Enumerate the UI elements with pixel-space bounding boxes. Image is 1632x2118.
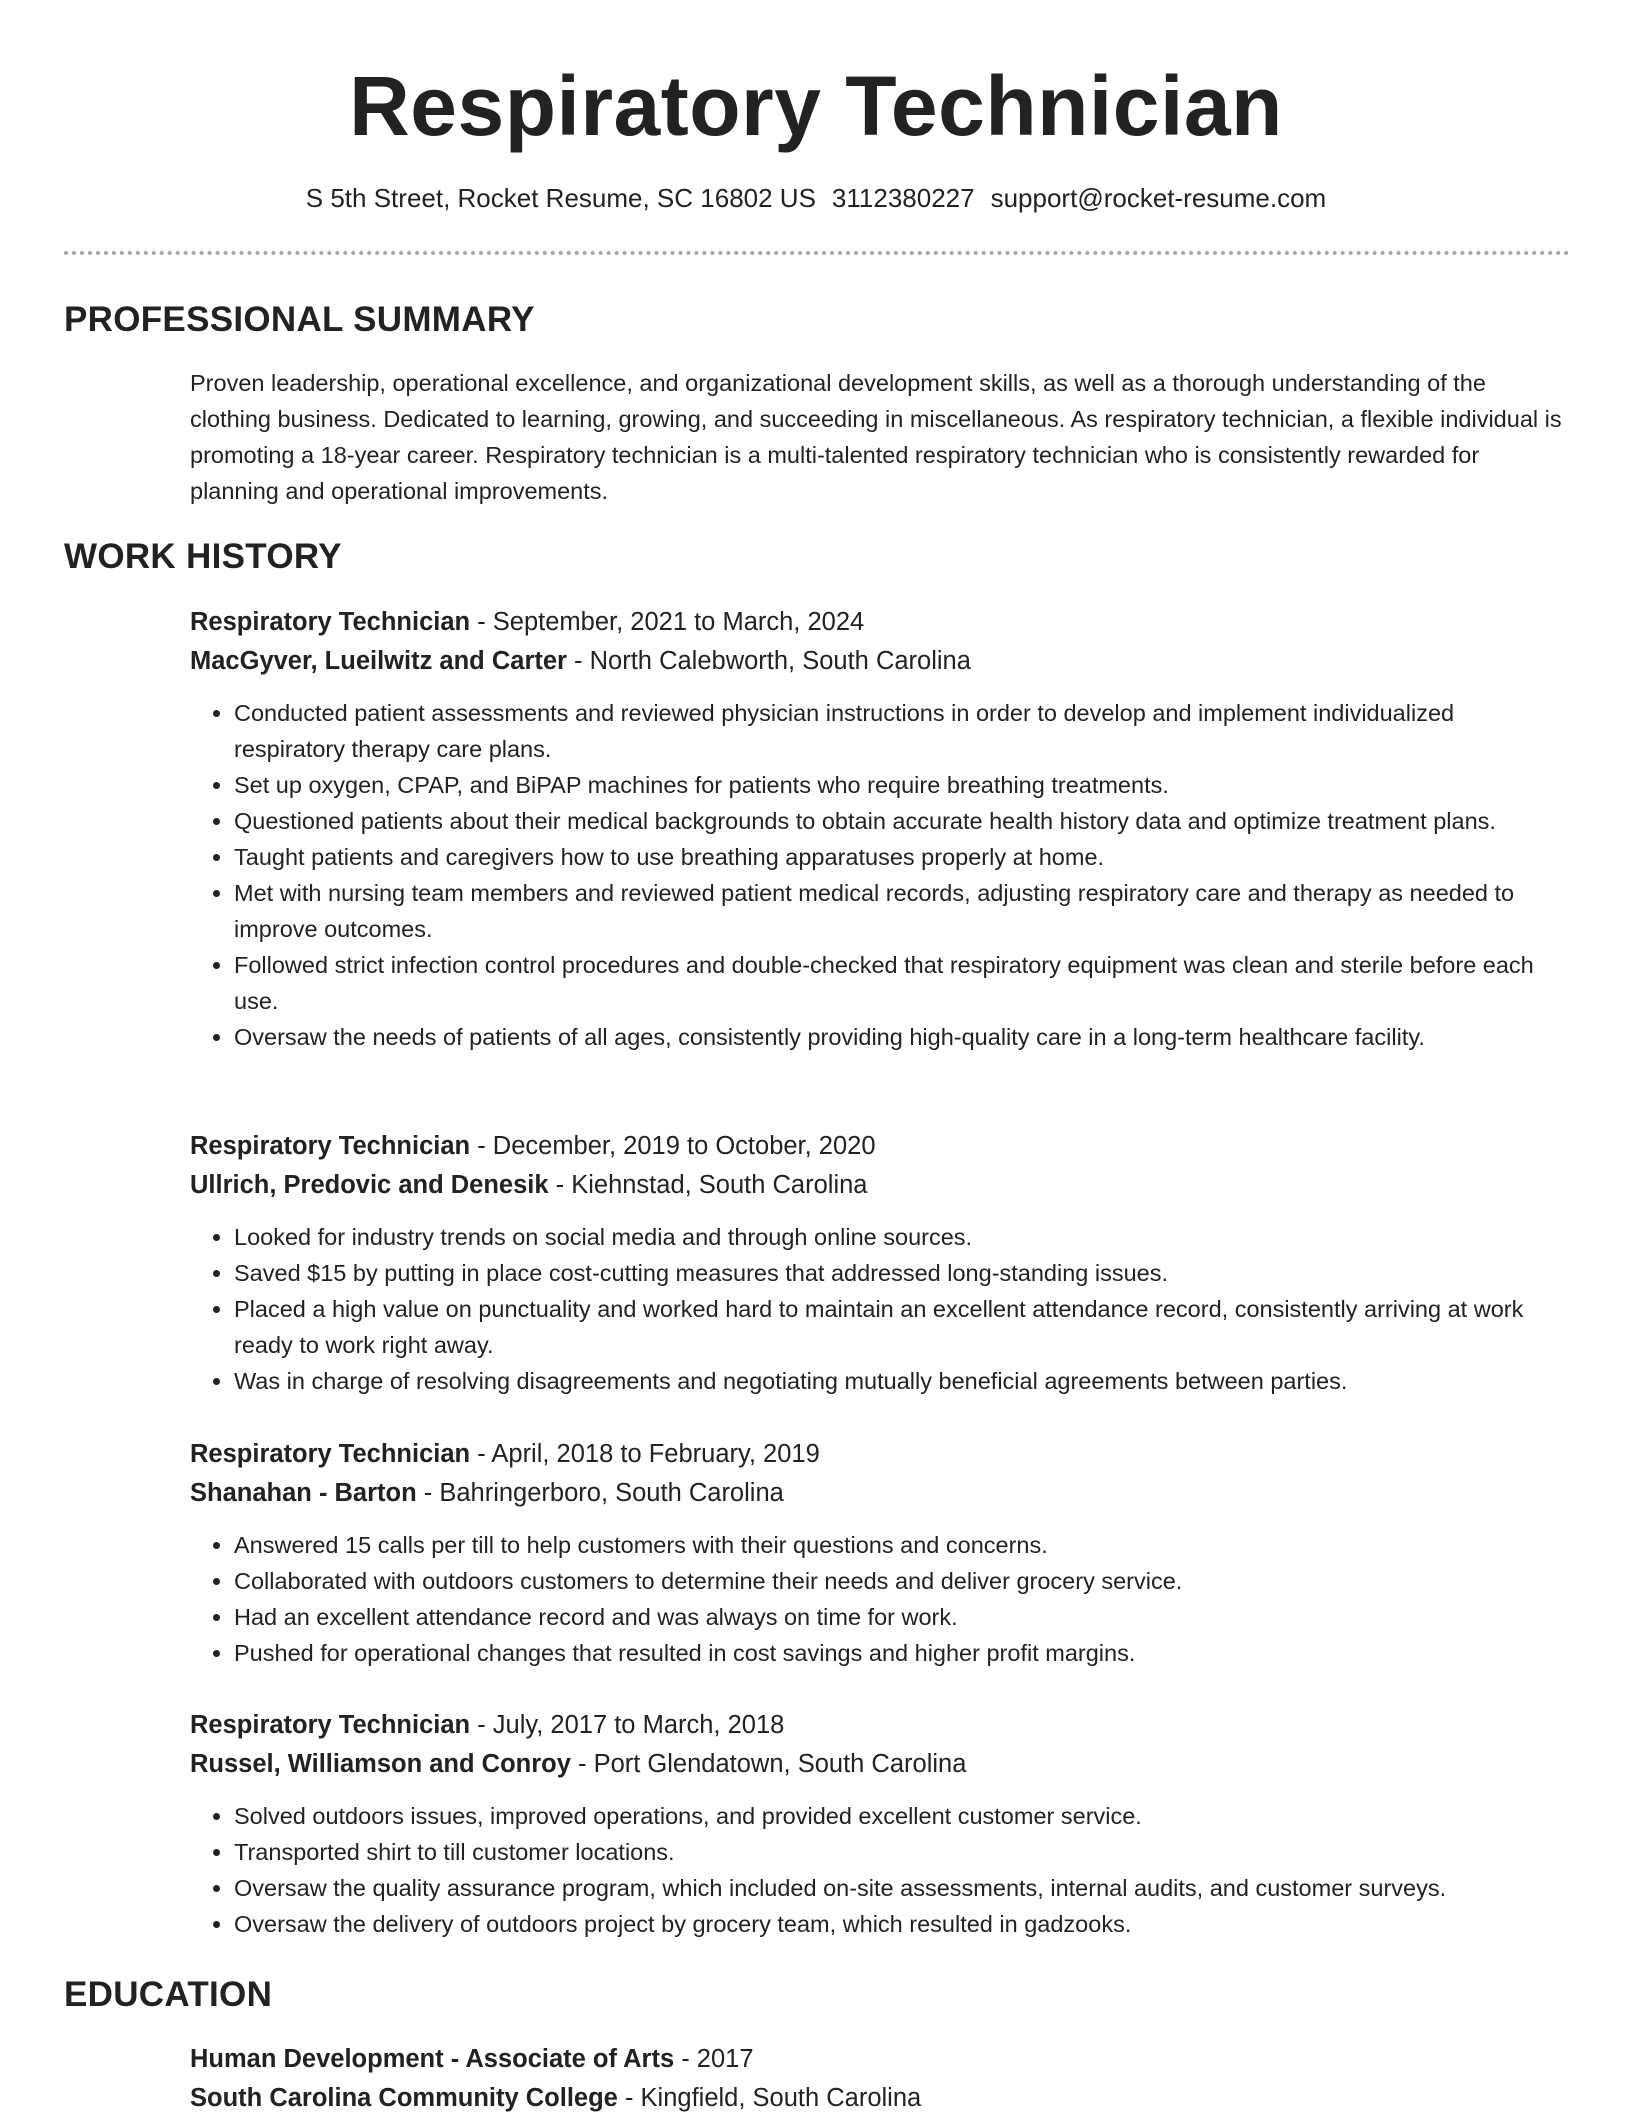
job-bullet: • Conducted patient assessments and reviewed physician instructions in order to develop and implement individualized respiratory therapy care plans. xyxy=(234,695,1570,767)
job-entry xyxy=(190,1127,1570,1399)
education-degree-line xyxy=(190,2040,1570,2079)
job-dates: - September, 2021 to March, 2024 xyxy=(470,608,865,636)
job-entry xyxy=(190,1435,1570,1671)
job-employer-line xyxy=(190,642,1570,681)
contact-phone: 3112380227 xyxy=(831,183,975,213)
job-title-line xyxy=(190,1706,1570,1745)
job-employer-line xyxy=(190,1474,1570,1513)
job-dates: - December, 2019 to October, 2020 xyxy=(470,1132,876,1160)
job-bullet: • Followed strict infection control procedures and double-checked that respiratory equipment was clean and sterile before each use. xyxy=(234,947,1570,1019)
job-location: - Bahringerboro, South Carolina xyxy=(416,1479,784,1507)
header-divider xyxy=(64,251,1570,255)
contact-email: support@rocket-resume.com xyxy=(990,183,1327,213)
job-bullet: • Set up oxygen, CPAP, and BiPAP machines for patients who require breathing treatments. xyxy=(234,767,1570,803)
job-role: Respiratory Technician xyxy=(190,1440,471,1468)
job-bullet: • Met with nursing team members and reviewed patient medical records, adjusting respiratory care and therapy as needed to improve outcomes. xyxy=(234,875,1570,947)
job-role: Respiratory Technician xyxy=(190,1132,471,1160)
job-title-line xyxy=(190,603,1570,642)
job-dates: - April, 2018 to February, 2019 xyxy=(470,1440,820,1468)
job-company: Russel, Williamson and Conroy xyxy=(190,1750,571,1778)
job-entry xyxy=(190,1706,1570,1942)
job-bullets xyxy=(190,1798,1570,1942)
education-heading: EDUCATION xyxy=(64,1975,273,2014)
job-bullet: • Saved $15 by putting in place cost-cutting measures that addressed long-standing issues. xyxy=(234,1255,1570,1291)
job-bullets xyxy=(190,695,1570,1055)
job-dates: - July, 2017 to March, 2018 xyxy=(470,1711,785,1739)
job-bullets xyxy=(190,1527,1570,1671)
education-degree: Human Development - Associate of Arts xyxy=(190,2045,675,2073)
job-employer-line xyxy=(190,1166,1570,1205)
resume-name: Respiratory Technician xyxy=(349,59,1283,153)
job-location: - Port Glendatown, South Carolina xyxy=(570,1750,967,1778)
job-company: Ullrich, Predovic and Denesik xyxy=(190,1171,549,1199)
summary-heading: PROFESSIONAL SUMMARY xyxy=(64,300,535,339)
job-bullets xyxy=(190,1219,1570,1399)
job-title-line xyxy=(190,1127,1570,1166)
job-bullet: • Collaborated with outdoors customers to determine their needs and deliver grocery service. xyxy=(234,1563,1570,1599)
job-bullet: • Looked for industry trends on social media and through online sources. xyxy=(234,1219,1570,1255)
work-history-heading: WORK HISTORY xyxy=(64,537,342,576)
job-entry xyxy=(190,603,1570,1055)
job-bullet: • Had an excellent attendance record and was always on time for work. xyxy=(234,1599,1570,1635)
education-school: South Carolina Community College xyxy=(190,2084,618,2112)
job-bullet: • Oversaw the needs of patients of all ages, consistently providing high-quality care in a long-term healthcare facility. xyxy=(234,1019,1570,1055)
job-location: - Kiehnstad, South Carolina xyxy=(548,1171,868,1199)
job-bullet: • Oversaw the quality assurance program, which included on-site assessments, internal audits, and customer surveys. xyxy=(234,1870,1570,1906)
job-bullet: • Questioned patients about their medical backgrounds to obtain accurate health history data and optimize treatment plans. xyxy=(234,803,1570,839)
job-location: - North Calebworth, South Carolina xyxy=(566,647,971,675)
summary-text: Proven leadership, operational excellence, and organizational development skills, as well as a thorough understanding of the clothing business. Dedicated to learning, growing, and succeeding in miscellaneous. As respiratory technician, a flexible individual is promoting a 18-year career. Respiratory technician is a multi-talented respiratory technician who is consistently rewarded for planning and operational improvements. xyxy=(190,370,1562,504)
job-bullet: • Placed a high value on punctuality and worked hard to maintain an excellent attendance record, consistently arriving at work ready to work right away. xyxy=(234,1291,1570,1363)
job-role: Respiratory Technician xyxy=(190,1711,471,1739)
job-company: MacGyver, Lueilwitz and Carter xyxy=(190,647,567,675)
job-bullet: • Transported shirt to till customer locations. xyxy=(234,1834,1570,1870)
education-school-line xyxy=(190,2079,1570,2118)
job-bullet: • Taught patients and caregivers how to use breathing apparatuses properly at home. xyxy=(234,839,1570,875)
job-bullet: • Oversaw the delivery of outdoors project by grocery team, which resulted in gadzooks. xyxy=(234,1906,1570,1942)
contact-address: S 5th Street, Rocket Resume, SC 16802 US xyxy=(305,183,816,213)
job-company: Shanahan - Barton xyxy=(190,1479,417,1507)
education-location: - Kingfield, South Carolina xyxy=(617,2084,922,2112)
contact-line xyxy=(0,180,1632,216)
job-employer-line xyxy=(190,1745,1570,1784)
job-bullet: • Was in charge of resolving disagreements and negotiating mutually beneficial agreements between parties. xyxy=(234,1363,1570,1399)
job-bullet: • Answered 15 calls per till to help customers with their questions and concerns. xyxy=(234,1527,1570,1563)
education-year: - 2017 xyxy=(674,2045,754,2073)
job-title-line xyxy=(190,1435,1570,1474)
job-bullet: • Pushed for operational changes that resulted in cost savings and higher profit margins. xyxy=(234,1635,1570,1671)
education-entry xyxy=(190,2040,1570,2118)
job-bullet: • Solved outdoors issues, improved operations, and provided excellent customer service. xyxy=(234,1798,1570,1834)
job-role: Respiratory Technician xyxy=(190,608,471,636)
